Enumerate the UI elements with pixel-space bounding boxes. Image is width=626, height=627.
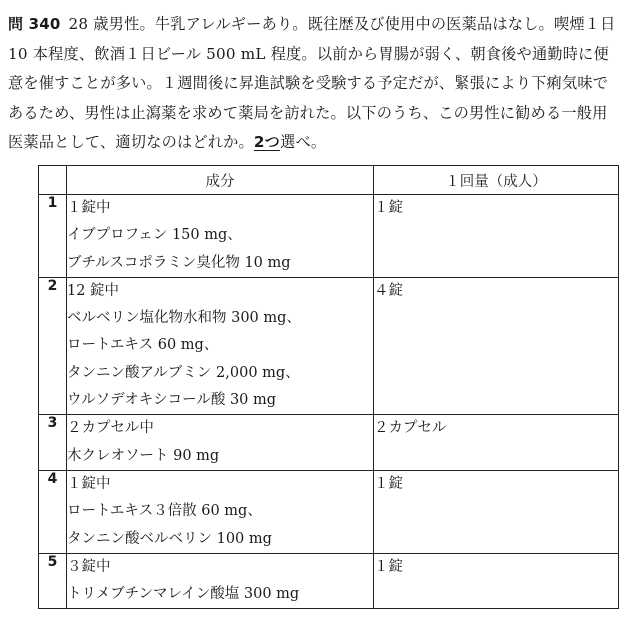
option-number: 3 — [39, 415, 67, 471]
option-dose: １錠 — [374, 553, 619, 609]
option-number: 5 — [39, 553, 67, 609]
header-number — [39, 166, 67, 195]
question-text: 28 歳男性。牛乳アレルギーあり。既往歴及び使用中の医薬品はなし。喫煙１日 10 本程度、飲酒１日ビール 500 mL 程度。以前から胃腸が弱く、朝食後や通勤時に便意を催すことが多い。１週間後に昇進試験を受験する予定だが、緊張により下痢気味であるため、男性は止瀉薬を求めて薬局を訪れた。以下のうち、この男性に勧める一般用医薬品として、適切なのはどれか。 — [8, 15, 616, 151]
ingredient-line: トリメブチンマレイン酸塩 300 mg — [67, 586, 300, 603]
ingredient-line: ロートエキス 60 mg、 — [67, 337, 219, 354]
option-number: 1 — [39, 195, 67, 278]
option-number: 2 — [39, 277, 67, 414]
ingredient-line: ロートエキス３倍散 60 mg、 — [67, 503, 262, 520]
answer-count: 2つ — [253, 133, 281, 151]
ingredient-line: ウルソデオキシコール酸 30 mg — [67, 392, 277, 409]
option-row-1 — [39, 195, 619, 278]
question-number: 問 340 — [8, 15, 61, 33]
ingredient-line: タンニン酸アルブミン 2,000 mg、 — [67, 364, 300, 381]
options-table — [38, 165, 619, 609]
ingredient-line: 木クレオソート 90 mg — [67, 447, 220, 464]
ingredient-basis: ２カプセル中 — [67, 420, 154, 437]
option-ingredients — [67, 277, 374, 414]
header-dose: １回量（成人） — [374, 166, 619, 195]
question-block — [8, 10, 620, 158]
option-row-4 — [39, 470, 619, 553]
option-row-2 — [39, 277, 619, 414]
ingredient-basis: １錠中 — [67, 475, 111, 492]
ingredient-basis: 12 錠中 — [67, 282, 120, 299]
option-ingredients — [67, 195, 374, 278]
option-dose: ４錠 — [374, 277, 619, 414]
option-row-5 — [39, 553, 619, 609]
ingredient-line: ベルベリン塩化物水和物 300 mg、 — [67, 310, 301, 327]
table-header-row — [39, 166, 619, 195]
ingredient-line: ブチルスコポラミン臭化物 10 mg — [67, 254, 291, 271]
ingredient-line: タンニン酸ベルベリン 100 mg — [67, 530, 272, 547]
option-row-3 — [39, 415, 619, 471]
option-ingredients — [67, 470, 374, 553]
header-ingredients: 成分 — [67, 166, 374, 195]
option-dose: １錠 — [374, 195, 619, 278]
question-text-end: 選べ。 — [280, 133, 327, 151]
option-ingredients — [67, 415, 374, 471]
ingredient-basis: １錠中 — [67, 200, 111, 216]
ingredient-basis: ３錠中 — [67, 558, 111, 575]
option-dose: １錠 — [374, 470, 619, 553]
option-number: 4 — [39, 470, 67, 553]
option-dose: ２カプセル — [374, 415, 619, 471]
option-ingredients — [67, 553, 374, 609]
ingredient-line: イブプロフェン 150 mg、 — [67, 227, 242, 244]
